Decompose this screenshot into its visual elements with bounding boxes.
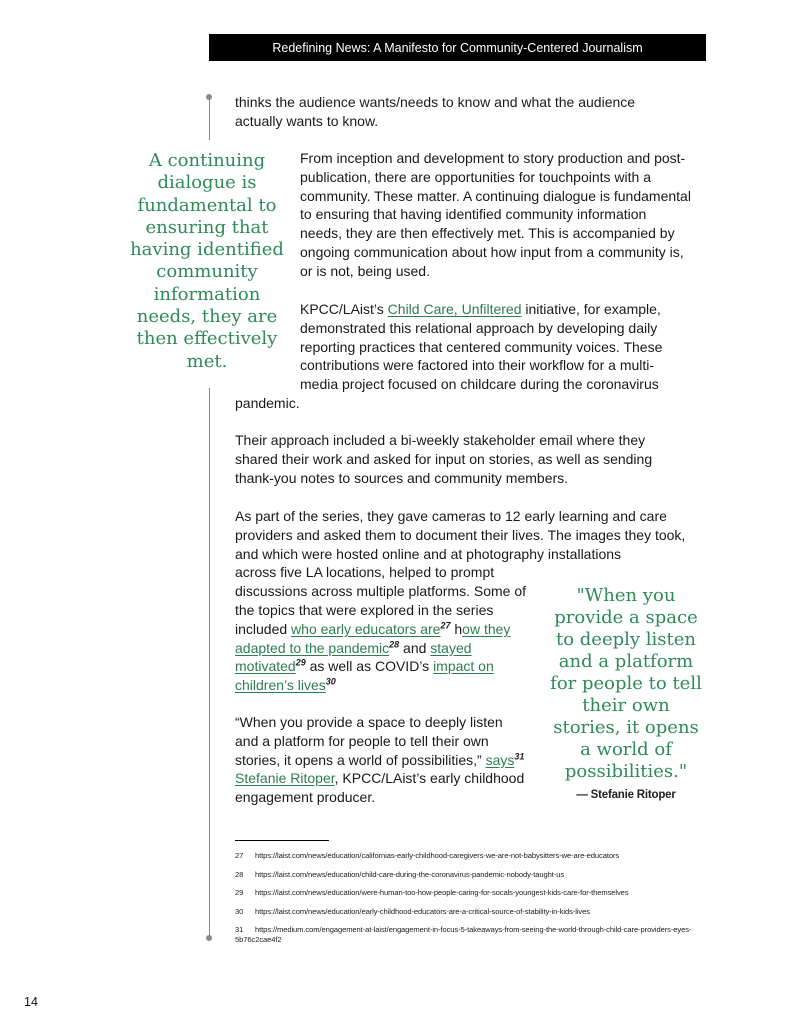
stayed-motivated-link[interactable]: stayed motivated [235,639,472,675]
paragraph-quote-text: “When you provide a space to deeply listen and a platform for people to tell their own stories, it opens a world of possibilities,” [235,714,503,768]
footnote-ref-29[interactable]: 29 [295,657,306,668]
footnote-number: 29 [235,888,244,898]
paragraph-cameras-column-text: across five LA locations, helped to prompt discussions across multiple platforms. Some of the topics that were explored in the series included [235,564,526,637]
footnotes-list [235,851,705,953]
who-early-educators-are-link[interactable]: who early educators are [291,620,441,637]
footnote-item [235,870,705,879]
paragraph-approach-text: Their approach included a bi-weekly stakeholder email where they shared their work and asked for input on stories, as well as sending thank-you notes to sources and community members. [235,432,653,486]
footnote-number: 28 [235,869,244,879]
footnote-item [235,907,705,916]
footnote-item [235,851,705,860]
intro-text: thinks the audience wants/needs to know and what the audience actually wants to know. [235,94,636,129]
footnote-ref-28[interactable]: 28 [389,638,400,649]
page-header-bar [209,34,706,61]
margin-rule-top-dot [206,94,212,100]
footnote-number: 27 [235,851,244,860]
paragraph-quote-tail: , KPCC/LAist’s early childhood engagement producer. [235,770,525,806]
footnote-ref-27[interactable]: 27 [440,620,451,631]
pull-quote-attribution: — Stefanie Ritoper [576,789,676,801]
footnote-url[interactable]: https://medium.com/engagement-at-laist/engagement-in-focus-5-takeaways-from-seeing-the-world-through-child-care-providers-eyes-5b76c2cae4f2 [235,925,692,944]
paragraph-touchpoints [300,149,692,281]
paragraph-cameras-column [235,563,537,695]
says-link[interactable]: says [485,751,515,768]
paragraph-cameras [235,507,687,563]
margin-rule-bottom-dot [206,935,212,941]
paragraph-quote [235,713,525,807]
margin-rule-bottom [209,388,211,939]
paragraph-kpcc [300,300,692,394]
connector-text-and: and [399,639,431,656]
connector-text-h: h [450,620,463,637]
intro-paragraph [235,93,675,131]
footnote-item [235,888,705,897]
footnote-item [235,925,705,943]
impact-on-childrens-lives-link[interactable]: impact on children’s lives [235,658,494,694]
footnote-ref-30[interactable]: 30 [325,676,336,687]
footnote-url[interactable]: https://laist.com/news/education/were-human-too-how-people-caring-for-socals-youngest-kids-care-for-themselves [255,888,629,898]
footnote-number: 31 [235,925,244,935]
pull-quote-right: "When you provide a space to deeply listen and a platform for people to tell their own stories, it opens a world of possibilities." [550,585,702,782]
paragraph-cameras-text: As part of the series, they gave cameras to 12 early learning and care providers and asked them to document their lives. The images they took, and which were hosted online and at photography installations [235,508,686,562]
paragraph-approach [235,431,685,487]
paragraph-kpcc-tail [235,394,300,413]
adapted-to-pandemic-link[interactable]: ow they adapted to the pandemic [235,620,511,656]
paragraph-kpcc-tail-text: pandemic. [235,395,300,411]
paragraph-kpcc-body: initiative, for example, demonstrated this relational approach by developing daily reporting practices that centered community voices. These contributions were factored into their workflow for a multi-media project focused on childcare during the coronavirus [300,301,663,393]
child-care-unfiltered-link[interactable]: Child Care, Unfiltered [387,301,522,317]
paragraph-touchpoints-text: From inception and development to story production and post-publication, there are opportunities for touchpoints with a community. These matter. A continuing dialogue is fundamental to ensuring that having identified community information needs, they are then effectively met. This is accompanied by ongoing communication about how input from a community is, or is not, being used. [300,150,691,279]
footnote-url[interactable]: https://laist.com/news/education/early-childhood-educators-are-a-critical-source-of-stability-in-kids-lives [255,906,590,916]
footnote-url[interactable]: https://laist.com/news/education/child-care-during-the-coronavirus-pandemic-nobody-taught-us [255,869,565,879]
footnote-url[interactable]: https://laist.com/news/education/californias-early-childhood-caregivers-we-are-not-babysitters-we-are-educators [255,851,620,860]
footnote-divider [235,840,329,841]
page-number: 14 [24,995,38,1009]
pull-quote-left: A continuing dialogue is fundamental to ensuring that having identified community information needs, they are then effectively met. [130,150,284,372]
margin-rule-top [209,96,211,140]
header-title: Redefining News: A Manifesto for Community-Centered Journalism [272,40,643,55]
paragraph-kpcc-lead: KPCC/LAist’s [300,301,388,317]
footnote-number: 30 [235,906,244,916]
connector-text-covid: as well as COVID’s [305,658,434,675]
stefanie-ritoper-link[interactable]: Stefanie Ritoper [235,770,335,787]
footnote-ref-31[interactable]: 31 [514,750,525,761]
